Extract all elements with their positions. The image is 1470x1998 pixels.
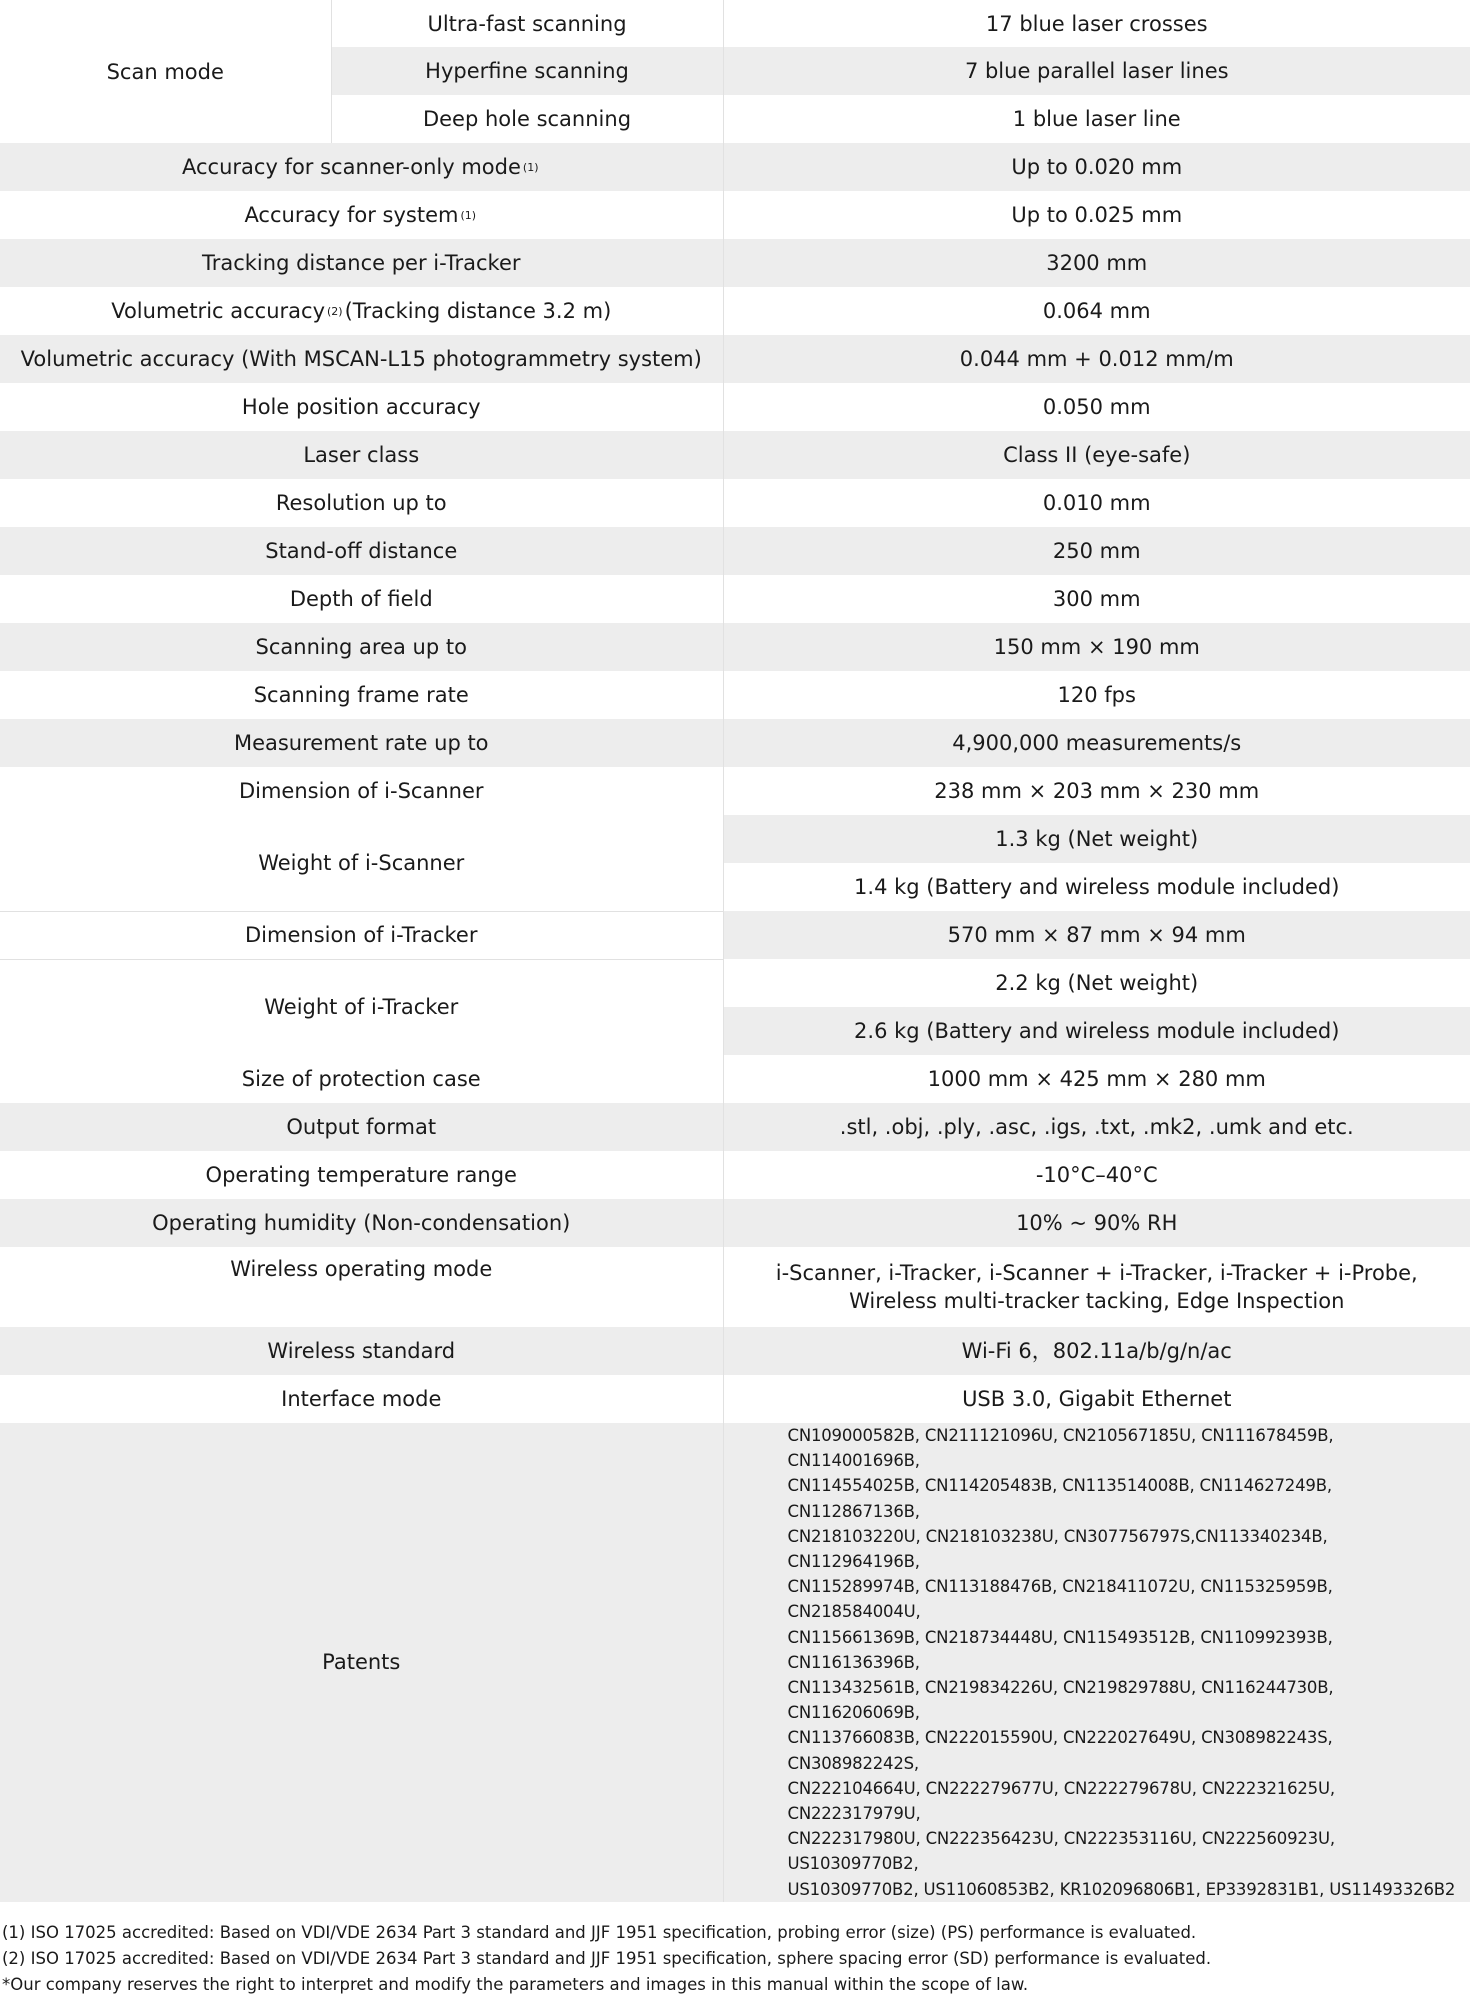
scan-mode-name: Ultra-fast scanning — [331, 0, 723, 47]
table-row — [0, 479, 1470, 527]
spec-label: Patents — [0, 1423, 723, 1902]
spec-value: Up to 0.025 mm — [1011, 203, 1183, 227]
table-row — [0, 1327, 1470, 1375]
spec-value: 150 mm × 190 mm — [993, 635, 1200, 659]
spec-label: Operating temperature range — [0, 1151, 723, 1199]
spec-value: 0.010 mm — [1042, 491, 1151, 515]
spec-value: 1.4 kg (Battery and wireless module included) — [854, 875, 1340, 899]
footnote: (2) ISO 17025 accredited: Based on VDI/VDE 2634 Part 3 standard and JJF 1951 specification, sphere spacing error (SD) performance is evaluated. — [2, 1948, 1212, 1968]
spec-label: Depth of field — [0, 575, 723, 623]
spec-label: Accuracy for scanner-only mode (1) — [0, 143, 723, 191]
spec-value: 238 mm × 203 mm × 230 mm — [934, 779, 1260, 803]
spec-label: Weight of i-Scanner — [0, 815, 723, 911]
table-row — [0, 431, 1470, 479]
spec-label: Accuracy for system (1) — [0, 191, 723, 239]
patent-line: CN222104664U, CN222279677U, CN222279678U, CN222321625U, CN222317979U, — [787, 1778, 1335, 1824]
patent-line: CN113432561B, CN219834226U, CN219829788U, CN116244730B, CN116206069B, — [787, 1678, 1334, 1723]
spec-label: Wireless operating mode — [0, 1247, 723, 1327]
table-row — [0, 1375, 1470, 1423]
table-row — [0, 911, 1470, 959]
spec-label: Laser class — [0, 431, 723, 479]
table-row — [0, 575, 1470, 623]
patent-line: CN113766083B, CN222015590U, CN222027649U, CN308982243S, CN308982242S, — [787, 1728, 1333, 1773]
patent-line: US10309770B2, US11060853B2, KR102096806B1, EP3392831B1, US11493326B2 — [787, 1879, 1456, 1899]
table-row — [0, 815, 1470, 863]
spec-value — [723, 1247, 1470, 1327]
table-row — [0, 1103, 1470, 1151]
spec-value: 1000 mm × 425 mm × 280 mm — [927, 1067, 1266, 1091]
spec-value: 570 mm × 87 mm × 94 mm — [947, 923, 1246, 947]
footnotes — [0, 1902, 1470, 1998]
spec-value: 0.064 mm — [1042, 299, 1151, 323]
table-row — [0, 959, 1470, 1007]
spec-label: Wireless standard — [0, 1327, 723, 1375]
spec-label: Scanning area up to — [0, 623, 723, 671]
spec-value: 10% ~ 90% RH — [1016, 1211, 1178, 1235]
spec-value: Up to 0.020 mm — [1011, 155, 1183, 179]
table-row — [0, 767, 1470, 815]
scan-mode-name: Deep hole scanning — [331, 95, 723, 143]
table-row — [0, 143, 1470, 191]
spec-value: 0.044 mm + 0.012 mm/m — [959, 347, 1234, 371]
table-row — [0, 0, 1470, 47]
table-row — [0, 1055, 1470, 1103]
spec-value: 2.2 kg (Net weight) — [995, 971, 1199, 995]
patents-cell — [723, 1423, 1470, 1902]
spec-label: Hole position accuracy — [0, 383, 723, 431]
table-row — [0, 623, 1470, 671]
spec-value: 120 fps — [1057, 683, 1136, 707]
spec-value: Class II (eye-safe) — [1003, 443, 1191, 467]
spec-label: Scanning frame rate — [0, 671, 723, 719]
table-row — [0, 1423, 1470, 1902]
scan-mode-value: 7 blue parallel laser lines — [964, 59, 1229, 83]
table-row — [0, 527, 1470, 575]
spec-label: Tracking distance per i-Tracker — [0, 239, 723, 287]
spec-value: -10°C–40°C — [1035, 1163, 1158, 1187]
patent-line: CN222317980U, CN222356423U, CN222353116U, CN222560923U, US10309770B2, — [787, 1829, 1335, 1874]
wireless-mode-line: i-Scanner, i-Tracker, i-Scanner + i-Tracker, i-Tracker + i-Probe, — [775, 1261, 1418, 1285]
table-row — [0, 287, 1470, 335]
table-row — [0, 1151, 1470, 1199]
spec-value: .stl, .obj, .ply, .asc, .igs, .txt, .mk2, .umk and etc. — [839, 1115, 1354, 1139]
table-row — [0, 335, 1470, 383]
spec-value: 4,900,000 measurements/s — [952, 731, 1242, 755]
footnote: *Our company reserves the right to interpret and modify the parameters and images in this manual within the scope of law. — [2, 1974, 1029, 1994]
table-row — [0, 671, 1470, 719]
table-row — [0, 383, 1470, 431]
spec-value: USB 3.0, Gigabit Ethernet — [962, 1387, 1232, 1411]
spec-label: Measurement rate up to — [0, 719, 723, 767]
patent-line: CN114554025B, CN114205483B, CN113514008B, CN114627249B, CN112867136B, — [787, 1476, 1332, 1521]
table-row — [0, 1247, 1470, 1327]
spec-value: 250 mm — [1052, 539, 1141, 563]
spec-label: Volumetric accuracy (With MSCAN-L15 photogrammetry system) — [0, 335, 723, 383]
table-row — [0, 191, 1470, 239]
scan-mode-value: 1 blue laser line — [1012, 107, 1181, 131]
patent-line: CN218103220U, CN218103238U, CN307756797S,CN113340234B, CN112964196B, — [787, 1526, 1328, 1572]
spec-value: 2.6 kg (Battery and wireless module included) — [854, 1019, 1340, 1043]
spec-label: Size of protection case — [0, 1055, 723, 1103]
table-row — [0, 239, 1470, 287]
scan-mode-value: 17 blue laser crosses — [985, 11, 1208, 36]
wireless-mode-line: Wireless multi-tracker tacking, Edge Inspection — [849, 1289, 1345, 1313]
table-row — [0, 1199, 1470, 1247]
patents-list — [732, 1423, 1463, 1902]
scan-mode-label: Scan mode — [0, 0, 331, 143]
spec-label: Dimension of i-Tracker — [0, 911, 723, 959]
spec-value: 0.050 mm — [1042, 395, 1151, 419]
footnote: (1) ISO 17025 accredited: Based on VDI/VDE 2634 Part 3 standard and JJF 1951 specification, probing error (size) (PS) performance is evaluated. — [2, 1922, 1197, 1942]
spec-value: 1.3 kg (Net weight) — [995, 827, 1199, 851]
spec-label: Resolution up to — [0, 479, 723, 527]
patent-line: CN109000582B, CN211121096U, CN210567185U, CN111678459B, CN114001696B, — [787, 1426, 1334, 1471]
spec-label: Weight of i-Tracker — [0, 959, 723, 1055]
spec-label: Stand-off distance — [0, 527, 723, 575]
spec-label: Operating humidity (Non-condensation) — [0, 1199, 723, 1247]
patent-line: CN115661369B, CN218734448U, CN115493512B, CN110992393B, CN116136396B, — [787, 1627, 1333, 1672]
scan-mode-name: Hyperfine scanning — [331, 47, 723, 95]
table-row — [0, 719, 1470, 767]
spec-value: Wi-Fi 6，802.11a/b/g/n/ac — [961, 1339, 1232, 1363]
spec-label: Volumetric accuracy (2)(Tracking distance 3.2 m) — [0, 287, 723, 335]
spec-value: 3200 mm — [1046, 251, 1148, 275]
patent-line: CN115289974B, CN113188476B, CN218411072U, CN115325959B, CN218584004U, — [787, 1577, 1333, 1622]
spec-value: 300 mm — [1052, 587, 1141, 611]
spec-label: Output format — [0, 1103, 723, 1151]
spec-label: Dimension of i-Scanner — [0, 767, 723, 815]
spec-label: Interface mode — [0, 1375, 723, 1423]
